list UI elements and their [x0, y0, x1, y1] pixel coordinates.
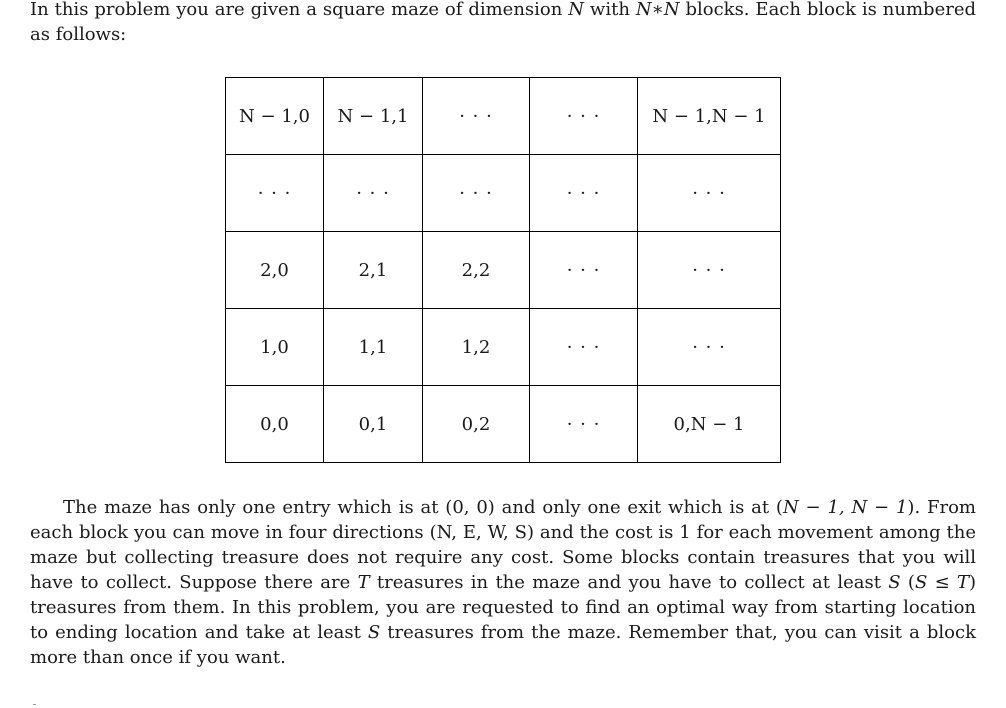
body-text-5: ) treasures from them. In this problem, you are requested to find an optimal way from starting location to ending location and take at least: [30, 572, 977, 643]
table-cell: · · ·: [638, 309, 781, 386]
table-cell: 2,2: [423, 232, 530, 309]
table-cell: 1,0: [226, 309, 324, 386]
table-row: [226, 309, 781, 386]
table-cell: · · ·: [226, 155, 324, 232]
table-cell: N − 1,0: [226, 78, 324, 155]
body-text-4: (: [900, 572, 915, 593]
table-cell: 1,1: [324, 309, 423, 386]
table-cell: 0,0: [226, 386, 324, 463]
table-cell: · · ·: [638, 232, 781, 309]
math-exit-coordinate: N − 1, N − 1: [782, 497, 908, 518]
table-row: [226, 386, 781, 463]
body-text-6: treasures from the maze. Remember that, you can visit a block more than once if you want.: [30, 622, 976, 668]
table-cell: · · ·: [423, 155, 530, 232]
body-text-3: treasures in the maze and you have to collect at least: [369, 572, 889, 593]
table-cell: 0,1: [324, 386, 423, 463]
table-cell: · · ·: [530, 386, 638, 463]
math-T: T: [357, 572, 370, 593]
table-cell: · · ·: [530, 309, 638, 386]
table-cell: 0,N − 1: [638, 386, 781, 463]
table-row: [226, 155, 781, 232]
math-S-2: S: [367, 622, 381, 643]
table-cell: · · ·: [423, 78, 530, 155]
table-cell: 2,1: [324, 232, 423, 309]
intro-paragraph: [30, 0, 976, 47]
table-cell: 0,2: [423, 386, 530, 463]
math-N-times-N: N∗N: [635, 0, 680, 20]
maze-numbering-table: [225, 77, 781, 463]
table-cell: 1,2: [423, 309, 530, 386]
math-N: N: [568, 0, 585, 20]
problem-description-paragraph: [30, 495, 976, 670]
intro-text-1: In this problem you are given a square maze of dimension: [30, 0, 569, 20]
table-cell: 2,0: [226, 232, 324, 309]
table-cell: · · ·: [638, 155, 781, 232]
table-row: [226, 232, 781, 309]
intro-text-2: with: [584, 0, 636, 20]
math-S-le-T: S ≤ T: [914, 572, 969, 593]
table-cell: N − 1,N − 1: [638, 78, 781, 155]
table-cell: · · ·: [324, 155, 423, 232]
table-cell: · · ·: [530, 155, 638, 232]
stray-mark: [33, 704, 36, 705]
table-cell: · · ·: [530, 232, 638, 309]
table-cell: · · ·: [530, 78, 638, 155]
intro-text-3: blocks. Each block is numbered as follows:: [30, 0, 977, 45]
table-row: [226, 78, 781, 155]
table-cell: N − 1,1: [324, 78, 423, 155]
math-S: S: [888, 572, 901, 593]
body-text-2: ). From each block you can move in four directions (N, E, W, S) and the cost is 1 for each movement among the maze but collecting treasure does not require any cost. Some blocks contain treasures that you will have to collect. Suppose there are: [30, 497, 976, 593]
body-text-1: The maze has only one entry which is at (0, 0) and only one exit which is at (: [63, 497, 783, 518]
